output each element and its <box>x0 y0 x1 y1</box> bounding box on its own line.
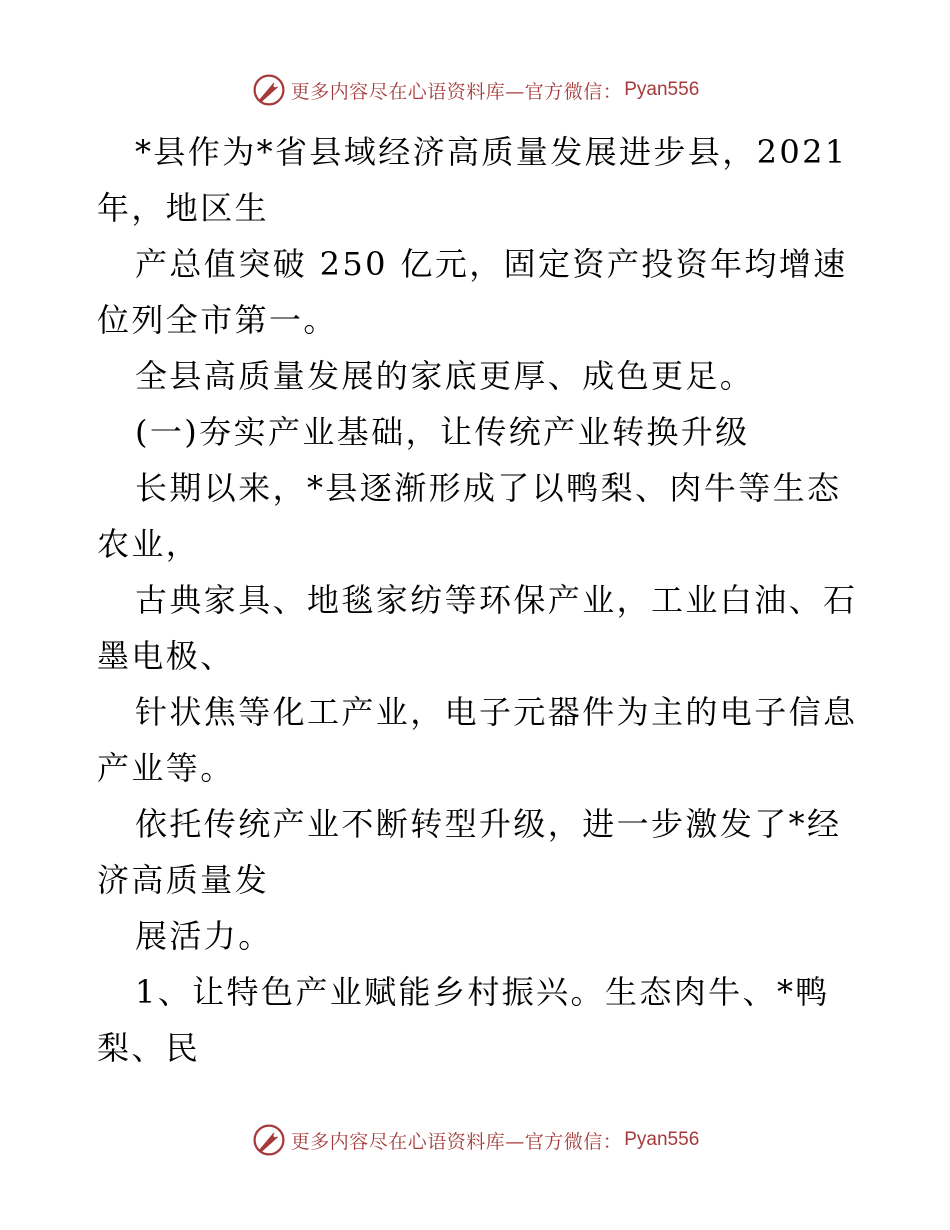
paragraph-line: 年，地区生 <box>97 189 270 227</box>
watermark-text: 更多内容尽在心语资料库—官方微信： <box>290 1130 623 1153</box>
section-heading: (一)夯实产业基础，让传统产业转换升级 <box>135 413 750 451</box>
footer-watermark <box>0 1120 950 1160</box>
paragraph-line: 长期以来，*县逐渐形成了以鸭梨、肉牛等生态 <box>135 469 842 507</box>
watermark-wechat-id: Pyan556 <box>624 1129 700 1150</box>
paragraph-line: 1、让特色产业赋能乡村振兴。生态肉牛、*鸭 <box>135 973 830 1011</box>
paragraph-line: 梨、民 <box>97 1029 201 1067</box>
paragraph-line: 全县高质量发展的家底更厚、成色更足。 <box>135 357 755 395</box>
paragraph-line: 济高质量发 <box>97 861 270 899</box>
paragraph-line: *县作为*省县域经济高质量发展进步县，2021 <box>135 133 848 171</box>
paragraph-line: 产总值突破 250 亿元，固定资产投资年均增速 <box>135 245 848 283</box>
paragraph-line: 产业等。 <box>97 749 235 787</box>
pen-nib-logo-icon <box>251 72 287 108</box>
pen-nib-logo-icon <box>251 1122 287 1158</box>
paragraph-line: 农业， <box>97 525 201 563</box>
paragraph-line: 展活力。 <box>135 917 273 955</box>
paragraph-line: 位列全市第一。 <box>97 301 338 339</box>
header-watermark <box>0 70 950 110</box>
watermark-wechat-id: Pyan556 <box>624 79 700 100</box>
watermark-text: 更多内容尽在心语资料库—官方微信： <box>290 80 623 103</box>
paragraph-line: 古典家具、地毯家纺等环保产业，工业白油、石 <box>135 581 858 619</box>
paragraph-line: 墨电极、 <box>97 637 235 675</box>
paragraph-line: 针状焦等化工产业，电子元器件为主的电子信息 <box>135 693 858 731</box>
document-body <box>97 124 877 1076</box>
paragraph-line: 依托传统产业不断转型升级，进一步激发了*经 <box>135 805 842 843</box>
